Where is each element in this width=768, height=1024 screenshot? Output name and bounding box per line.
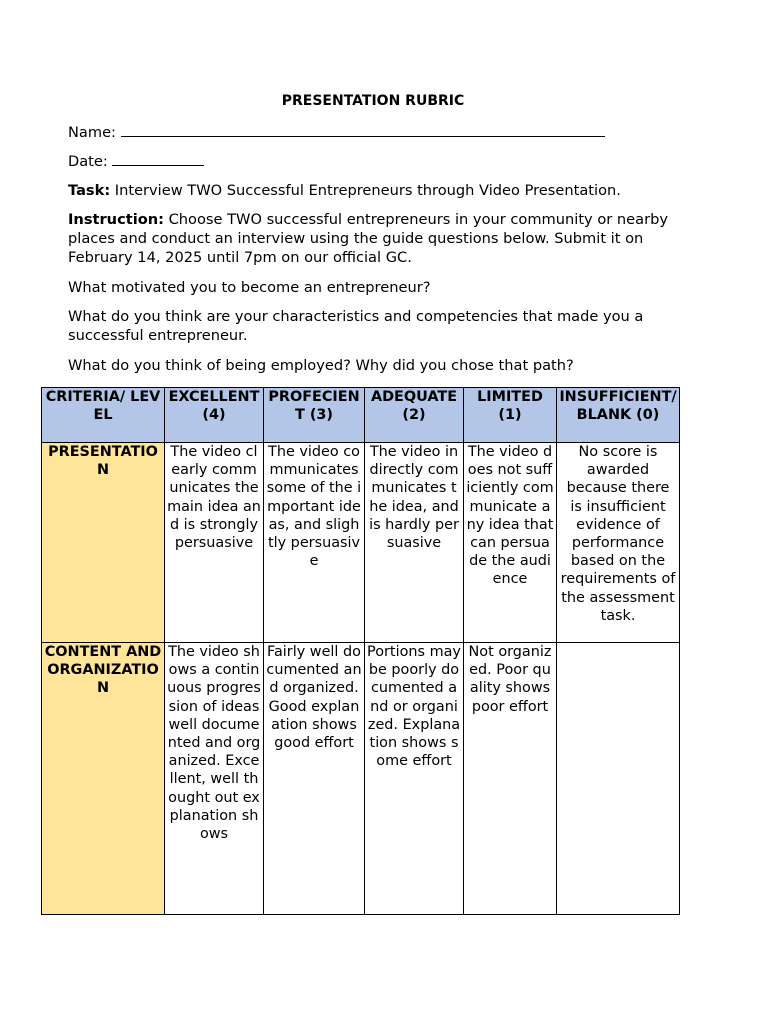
task-label: Task:: [68, 182, 111, 199]
table-row: [42, 443, 680, 643]
criterion-presentation: PRESENTATION: [42, 443, 165, 643]
table-cell: The video shows a continuous progression of ideas well documented and organized. Excellent, well thought out explanation shows: [165, 643, 264, 915]
table-cell: Portions may be poorly documented and or organized. Explanation shows some effort: [365, 643, 464, 915]
table-cell: The video clearly communicates the main idea and is strongly persuasive: [165, 443, 264, 643]
table-cell: The video indirectly communicates the idea, and is hardly persuasive: [365, 443, 464, 643]
table-cell: [557, 643, 680, 915]
criterion-content-organization: CONTENT AND ORGANIZATION: [42, 643, 165, 915]
rubric-table: [41, 387, 680, 915]
date-label: Date:: [68, 153, 108, 170]
date-line: [68, 151, 678, 171]
question-3: What do you think of being employed? Why did you chose that path?: [68, 357, 574, 374]
header-criteria: CRITERIA/ LEVEL: [42, 388, 165, 443]
table-cell: The video does not sufficiently communicate any idea that can persuade the audience: [464, 443, 557, 643]
task-line: [68, 181, 678, 200]
name-line: [68, 122, 678, 142]
header-limited: LIMITED (1): [464, 388, 557, 443]
name-blank[interactable]: [121, 122, 605, 137]
header-adequate: ADEQUATE (2): [365, 388, 464, 443]
table-row: [42, 643, 680, 915]
table-cell: The video communicates some of the important ideas, and slightly persuasive: [264, 443, 365, 643]
question-2: What do you think are your characteristics and competencies that made you a successful entrepreneur.: [68, 308, 644, 344]
header-excellent: EXCELLENT (4): [165, 388, 264, 443]
question-1: What motivated you to become an entrepreneur?: [68, 279, 431, 296]
instruction-label: Instruction:: [68, 211, 164, 228]
date-blank[interactable]: [112, 151, 204, 166]
name-label: Name:: [68, 124, 116, 141]
table-cell: Not organized. Poor quality shows poor effort: [464, 643, 557, 915]
header-row: [42, 388, 680, 443]
page-title: PRESENTATION RUBRIC: [281, 93, 465, 109]
header-proficient: PROFECIENT (3): [264, 388, 365, 443]
instruction-paragraph: [68, 210, 678, 267]
table-cell: No score is awarded because there is insufficient evidence of performance based on the requirements of the assessment task.: [557, 443, 680, 643]
table-cell: Fairly well documented and organized. Good explanation shows good effort: [264, 643, 365, 915]
task-text: Interview TWO Successful Entrepreneurs through Video Presentation.: [110, 182, 621, 199]
instruction-text: Choose TWO successful entrepreneurs in your community or nearby places and conduct an interview using the guide questions below. Submit it on February 14, 2025 until 7pm on our official GC.: [68, 211, 668, 266]
header-insufficient: INSUFFICIENT/ BLANK (0): [557, 388, 680, 443]
